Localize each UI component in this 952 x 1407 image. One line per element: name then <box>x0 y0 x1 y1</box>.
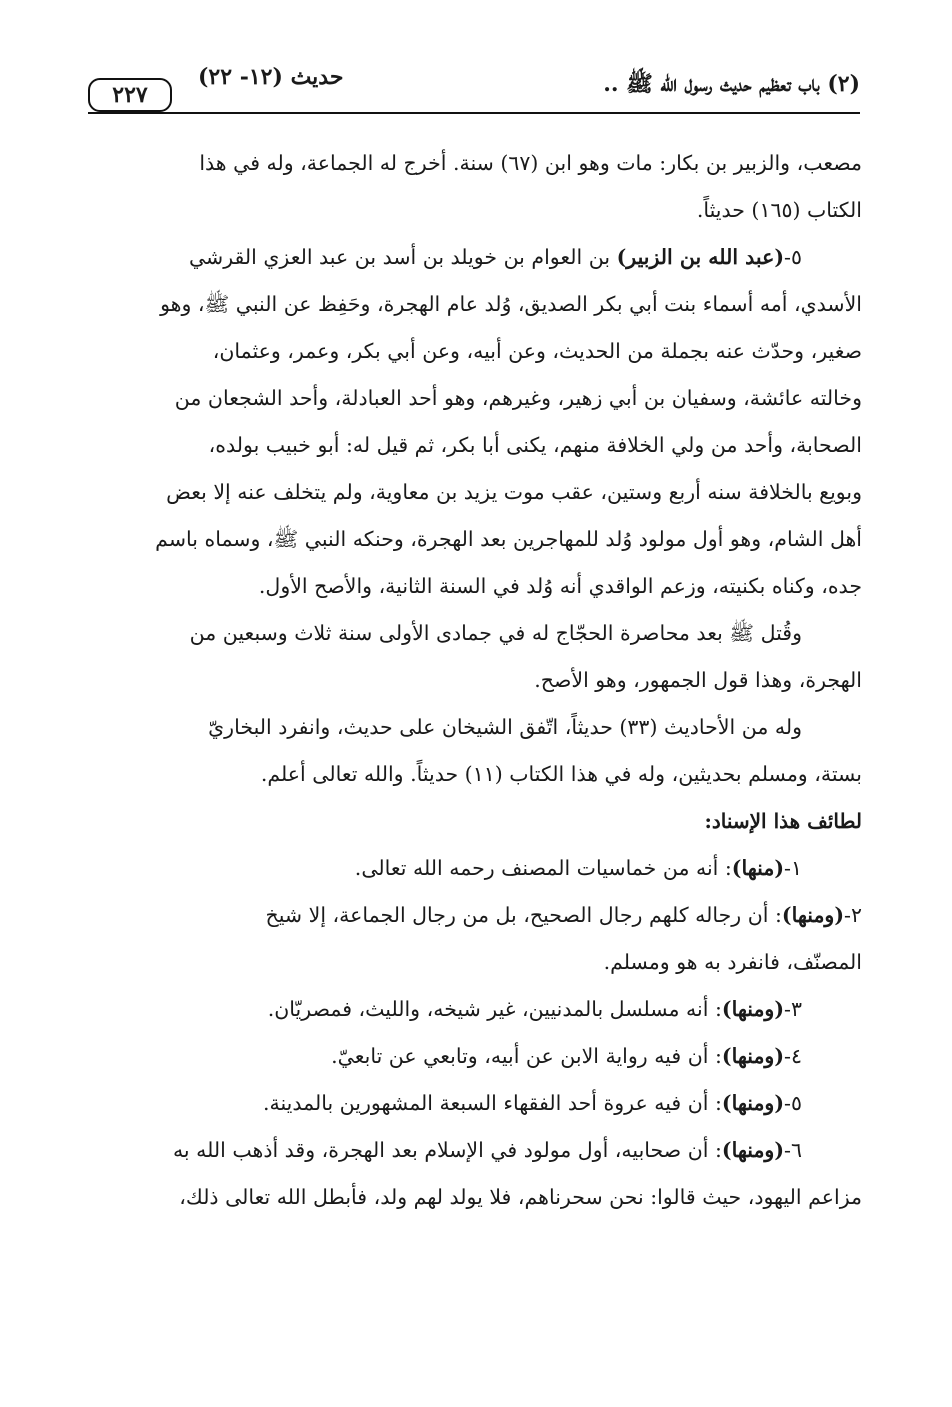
paragraph <box>86 704 862 798</box>
text-line <box>86 986 862 1033</box>
text-line: الكتاب (١٦٥) حديثاً. <box>696 198 862 222</box>
item-number: ٢- <box>844 903 862 927</box>
text-line: مصعب، والزبير بن بكار: مات وهو ابن (٦٧) سنة. أخرج له الجماعة، وله في هذا <box>199 151 862 175</box>
narrator-biography <box>86 234 862 610</box>
page-body <box>86 140 862 1221</box>
hadith-range: حديث (١٢- ٢٢) <box>198 64 344 90</box>
paragraph <box>86 140 862 234</box>
item-label: (ومنها) <box>781 903 845 927</box>
item-label: (ومنها) <box>721 1044 785 1068</box>
text-line: وقُتل ﷺ بعد محاصرة الحجّاج له في جمادى الأولى سنة ثلاث وسبعين من <box>189 621 802 645</box>
running-header <box>88 60 860 120</box>
text-line: مزاعم اليهود، حيث قالوا: نحن سحرناهم، فلا يولد لهم ولد، فأبطل الله تعالى ذلك، <box>179 1185 862 1209</box>
text-line <box>86 1080 862 1127</box>
text-line: صغير، وحدّث عنه بجملة من الحديث، وعن أبيه، وعن أبي بكر، وعمر، وعثمان، <box>212 339 862 363</box>
text-line: الهجرة، وهذا قول الجمهور، وهو الأصح. <box>534 668 862 692</box>
text-line: جده، وكناه بكنيته، وزعم الواقدي أنه وُلد في السنة الثانية، والأصح الأول. <box>258 574 862 598</box>
list-item <box>86 1033 862 1080</box>
text-line: الأسدي، أمه أسماء بنت أبي بكر الصديق، وُلد عام الهجرة، وحَفِظ عن النبي ﷺ، وهو <box>160 292 862 316</box>
item-label: (منها) <box>731 856 785 880</box>
text-run: : أن صحابيه، أول مولود في الإسلام بعد الهجرة، وقد أذهب الله به <box>172 1138 722 1162</box>
item-number: ١- <box>784 856 802 880</box>
item-label: (ومنها) <box>721 1138 785 1162</box>
item-number: ٣- <box>784 997 802 1021</box>
item-number: ٤- <box>784 1044 802 1068</box>
item-number: ٥- <box>784 245 802 269</box>
text-line: وبويع بالخلافة سنه أربع وستين، عقب موت يزيد بن معاوية، ولم يتخلف عنه إلا بعض <box>166 480 862 504</box>
list-item <box>86 1127 862 1221</box>
text-line: وخالته عائشة، وسفيان بن أبي زهير، وغيرهم، وهو أحد العبادلة، وأحد الشجعان من <box>174 386 862 410</box>
narrator-name: (عبد الله بن الزبير) <box>616 245 785 269</box>
list-item <box>86 845 862 892</box>
text-run: بن العوام بن خويلد بن أسد بن عبد العزي القرشي <box>188 245 617 269</box>
text-line <box>86 892 862 939</box>
text-line <box>86 234 862 281</box>
text-run: : أنه من خماسيات المصنف رحمه الله تعالى. <box>354 856 732 880</box>
chapter-title: (٢) باب تعظيم حديث رسول الله ﷺ .. <box>603 71 860 97</box>
item-number: ٥- <box>784 1091 802 1115</box>
text-line <box>86 845 862 892</box>
text-line <box>86 1033 862 1080</box>
text-run: : أن رجاله كلهم رجال الصحيح، بل من رجال الجماعة، إلا شيخ <box>265 903 782 927</box>
text-line: بستة، ومسلم بحديثين، وله في هذا الكتاب (١١) حديثاً. والله تعالى أعلم. <box>260 762 862 786</box>
text-run: : أنه مسلسل بالمدنيين، غير شيخه، والليث، فمصريّان. <box>267 997 722 1021</box>
text-line: المصنّف، فانفرد به هو ومسلم. <box>603 950 862 974</box>
header-divider <box>88 112 860 114</box>
text-run: : أن فيه عروة أحد الفقهاء السبعة المشهورين بالمدينة. <box>262 1091 722 1115</box>
section-heading: لطائف هذا الإسناد: <box>704 809 862 833</box>
paragraph <box>86 610 862 704</box>
item-label: (ومنها) <box>721 1091 785 1115</box>
text-line: أهل الشام، وهو أول مولود وُلد للمهاجرين بعد الهجرة، وحنكه النبي ﷺ، وسماه باسم <box>155 527 862 551</box>
text-line: وله من الأحاديث (٣٣) حديثاً، اتّفق الشيخان على حديث، وانفرد البخاريّ <box>208 715 802 739</box>
item-label: (ومنها) <box>721 997 785 1021</box>
list-item <box>86 892 862 986</box>
list-item <box>86 1080 862 1127</box>
text-line <box>86 1127 862 1174</box>
text-run: : أن فيه رواية الابن عن أبيه، وتابعي عن تابعيّ. <box>331 1044 722 1068</box>
text-line: الصحابة، وأحد من ولي الخلافة منهم، يكنى أبا بكر، ثم قيل له: أبو خبيب بولده، <box>208 433 862 457</box>
item-number: ٦- <box>784 1138 802 1162</box>
page-number: ٢٢٧ <box>88 78 172 112</box>
list-item <box>86 986 862 1033</box>
